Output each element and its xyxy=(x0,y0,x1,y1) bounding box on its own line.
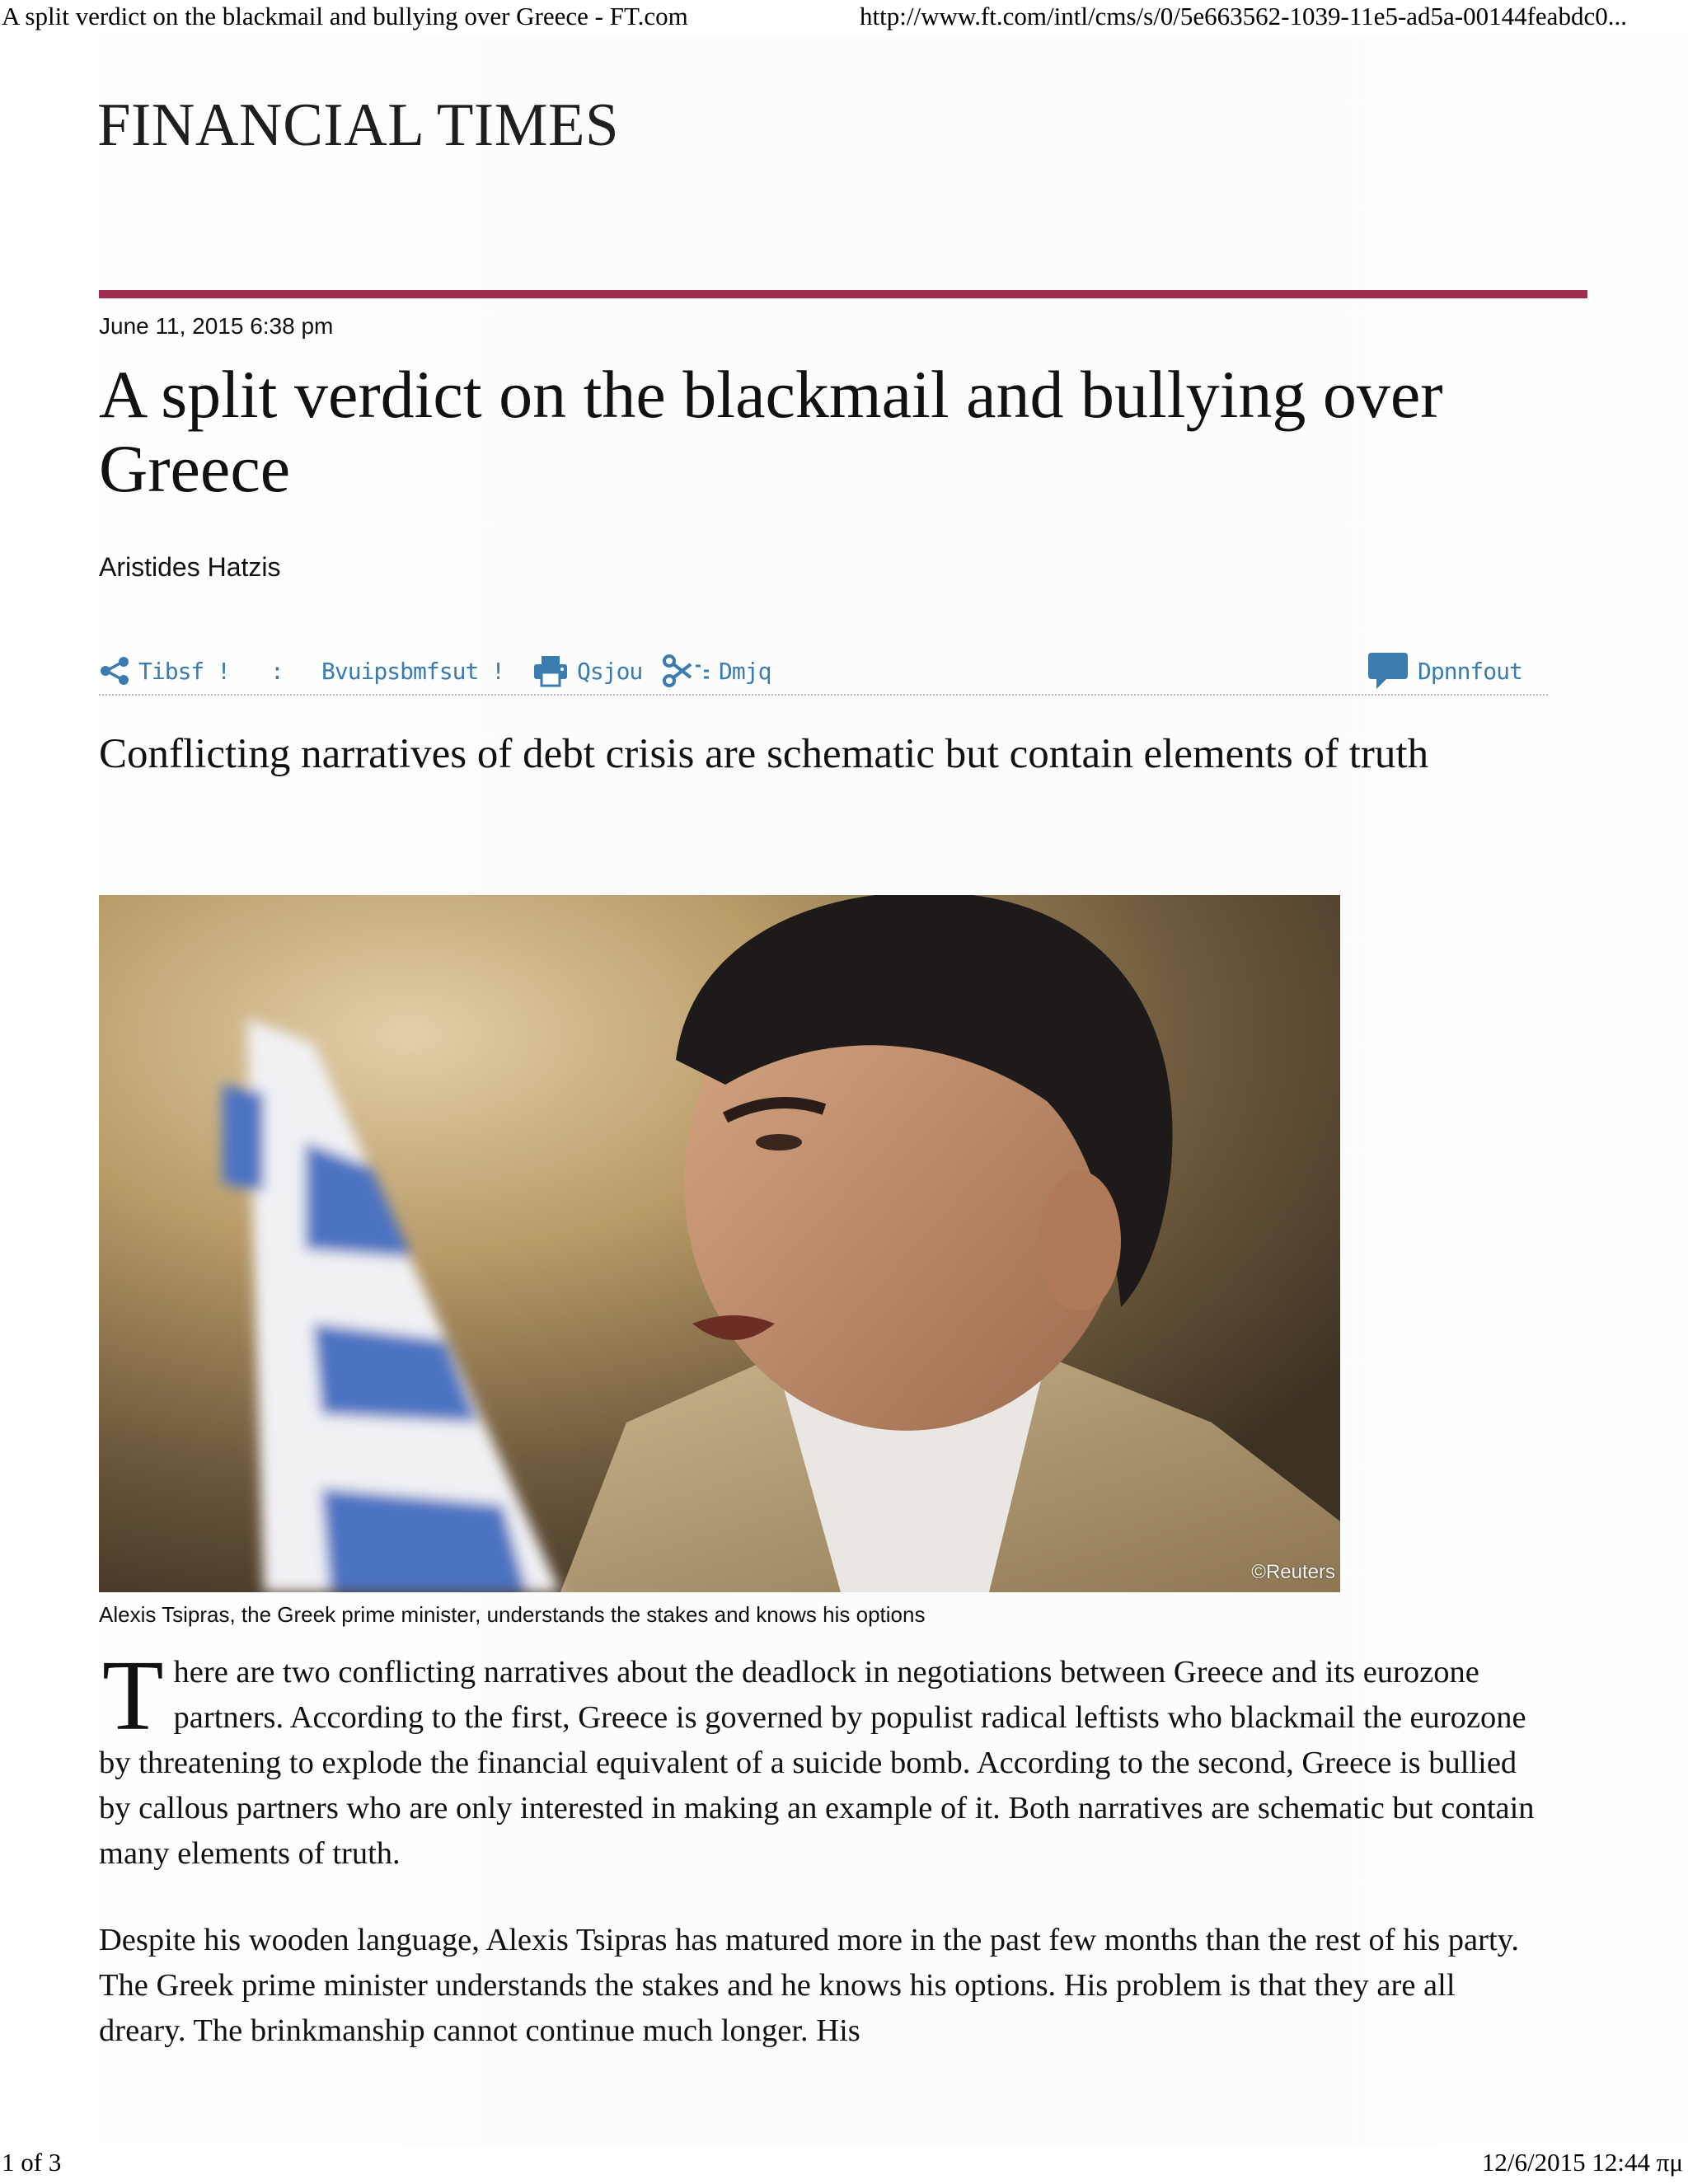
article-toolbar xyxy=(99,644,1548,696)
print-url: http://www.ft.com/intl/cms/s/0/5e663562-1039-11e5-ad5a-00144feabdc0... xyxy=(860,2,1627,30)
print-button[interactable] xyxy=(532,653,642,689)
article-headline: A split verdict on the blackmail and bullying over Greece xyxy=(99,357,1443,506)
printer-icon xyxy=(532,654,569,687)
ft-logo[interactable]: FINANCIAL TIMES xyxy=(97,91,620,159)
article-photo xyxy=(99,895,1340,1592)
author-byline[interactable]: Aristides Hatzis xyxy=(99,552,281,582)
print-label: Qsjou xyxy=(577,657,643,685)
print-datetime: 12/6/2015 12:44 πμ xyxy=(1481,2148,1683,2177)
photo-credit: ©Reuters xyxy=(1251,1561,1335,1583)
photo-caption: Alexis Tsipras, the Greek prime minister, understands the stakes and knows his options xyxy=(99,1602,926,1627)
page-number: 1 of 3 xyxy=(2,2148,62,2177)
scissors-icon xyxy=(663,653,710,689)
share-label: Tibsf ! xyxy=(138,657,231,685)
share-icon xyxy=(99,655,130,687)
share-count xyxy=(270,653,284,689)
clip-button[interactable] xyxy=(663,653,771,689)
author-alerts-button[interactable] xyxy=(321,653,504,689)
comments-label: Dpnnfout xyxy=(1418,657,1522,685)
comment-icon xyxy=(1367,651,1409,691)
drop-cap: T xyxy=(102,1640,164,1751)
article-standfirst: Conflicting narratives of debt crisis are schematic but contain elements of truth xyxy=(99,731,1429,777)
header-rule xyxy=(99,290,1587,298)
article-date: June 11, 2015 6:38 pm xyxy=(99,313,334,339)
print-footer xyxy=(0,2146,1688,2184)
paragraph-text: Despite his wooden language, Alexis Tsipras has matured more in the past few months than the rest of his party. The Greek prime minister understands the stakes and he knows his options. His problem is that they are all dreary. The brinkmanship cannot continue much longer. His xyxy=(99,1923,1520,2048)
print-page-title: A split verdict on the blackmail and bullying over Greece - FT.com xyxy=(2,2,688,30)
share-button[interactable] xyxy=(99,653,230,689)
comments-button[interactable] xyxy=(1367,653,1522,689)
share-count-label: : xyxy=(270,657,284,685)
paragraph-text: here are two conflicting narratives about the deadlock in negotiations between Greece and its eurozone partners. According to the first, Greece is governed by populist radical leftists who blackmail the eurozone by threatening to explode the financial equivalent of a suicide bomb. According to the second, Greece is bullied by callous partners who are only interested in making an example of it. Both narratives are schematic but contain many elements of truth. xyxy=(99,1655,1535,1871)
clip-label: Dmjq xyxy=(719,657,771,685)
article-page xyxy=(0,35,1688,2144)
body-paragraph xyxy=(99,1918,1550,2054)
body-paragraph xyxy=(99,1640,1550,1877)
article-body xyxy=(99,1640,1550,2095)
photo-illustration xyxy=(99,895,1340,1592)
author-alerts-label: Bvuipsbmfsut ! xyxy=(321,657,505,685)
print-header xyxy=(0,0,1688,35)
